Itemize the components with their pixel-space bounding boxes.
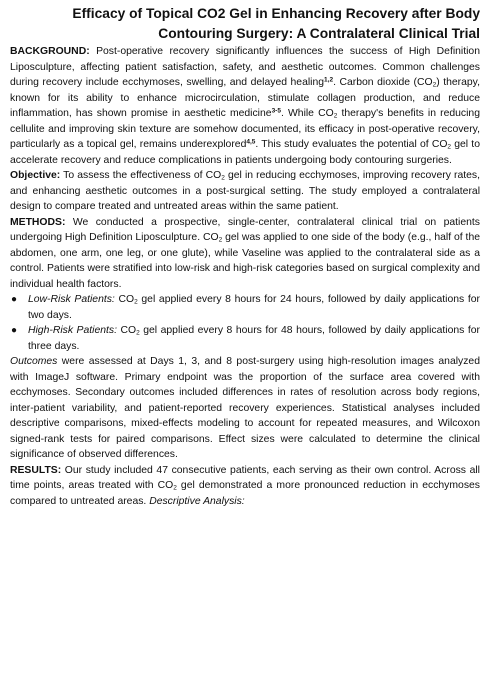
methods-text: gel was applied to one side of the body (e.g., half of the abdomen, one arm, one leg, or one glute), while Vaseline was applied to the contralateral side as a control. Patients were stratified into low-risk and high-risk categories based on surgical complexity and individual health factors. [10, 232, 481, 290]
descriptive-analysis-label: Descriptive Analysis: [149, 495, 245, 507]
outcomes-label: Outcomes [10, 356, 58, 367]
citation-ref: 1,2 [324, 76, 334, 84]
methods-paragraph [10, 215, 480, 293]
methods-label: METHODS: [10, 216, 66, 228]
objective-paragraph [10, 168, 480, 215]
bullet-icon: ● [11, 294, 18, 305]
list-item [10, 292, 480, 323]
list-item-text: gel applied every 8 hours for 24 hours, followed by daily applications for two days. [28, 294, 480, 321]
document-title [10, 4, 480, 44]
background-label: BACKGROUND: [10, 46, 90, 57]
background-paragraph [10, 44, 480, 168]
title-line-2: Contouring Surgery: A Contralateral Clinical Trial [158, 26, 480, 41]
bullet-icon: ● [11, 325, 18, 336]
results-paragraph [10, 463, 480, 510]
risk-group-label: High-Risk Patients: [28, 325, 117, 336]
subscript: 2 [333, 112, 338, 120]
background-text: ) therapy, known for its ability to enhance microcirculation, stimulate collagen production, and reduce inflammation, has shown promise in aesthetic medicine [10, 77, 480, 119]
background-text: . This study evaluates the potential of CO [255, 139, 448, 150]
list-item-text: CO [114, 294, 135, 305]
risk-group-label: Low-Risk Patients: [28, 294, 115, 305]
objective-label: Objective: [10, 170, 61, 181]
objective-text: gel in reducing ecchymoses, improving recovery rates, and enhancing aesthetic outcomes in a post-surgical setting. The study employed a contralateral design to compare treated and untreated areas within the same patient. [10, 170, 480, 212]
citation-ref: 4,5 [246, 138, 256, 146]
results-text: gel demonstrated a more pronounced reduction in ecchymoses compared to untreated areas. [10, 480, 480, 507]
results-text: Our study included 47 consecutive patients, each serving as their own control. Across all time points, areas treated with CO [10, 464, 480, 491]
outcomes-text: were assessed at Days 1, 3, and 8 post-surgery using high-resolution images analyzed with ImageJ software. Primary endpoint was the proportion of the surface area covered with ecchymoses. Secondary outcomes included differences in rates of resolution across body regions, inter-patient variability, and patient-reported recovery experiences. Statistical analyses included descriptive comparisons, mixed-effects modeling to account for repeated measures, and Wilcoxon signed-rank tests for paired comparisons. Effect sizes were calculated to determine the clinical significance of observed differences. [10, 356, 480, 460]
subscript: 2 [136, 329, 140, 337]
risk-group-list [10, 292, 480, 354]
citation-ref: 3-5 [271, 107, 281, 115]
background-text: therapy's benefits in reducing cellulite and improving skin texture are somehow documented, its efficacy in post-operative recovery, particularly as a topical gel, remains underexplored [10, 108, 480, 150]
subscript: 2 [173, 484, 177, 492]
background-text: gel to accelerate recovery and reduce complications in patients undergoing body contouring surgeries. [10, 139, 480, 166]
subscript: 2 [218, 236, 223, 244]
list-item [10, 323, 480, 354]
subscript: 2 [432, 81, 437, 89]
results-label: RESULTS: [10, 464, 62, 476]
subscript: 2 [221, 174, 225, 182]
methods-text: We conducted a prospective, single-center, contralateral clinical trial on patients undergoing High Definition Liposculpture. CO [10, 216, 480, 243]
outcomes-paragraph [10, 354, 480, 463]
background-text: . Carbon dioxide (CO [333, 77, 433, 88]
list-item-text: gel applied every 8 hours for 48 hours, followed by daily applications for three days. [28, 325, 480, 352]
list-item-text: CO [116, 325, 137, 336]
title-line-1: Efficacy of Topical CO2 Gel in Enhancing Recovery after Body [72, 6, 480, 21]
subscript: 2 [447, 143, 452, 151]
subscript: 2 [134, 298, 138, 306]
background-text: Post-operative recovery significantly influences the success of High Definition Liposculpture, affecting patient satisfaction, safety, and aesthetic outcomes. Common challenges during recovery include ecchymoses, swelling, and delayed healing [10, 46, 480, 88]
background-text: . While CO [280, 108, 334, 119]
objective-text: To assess the effectiveness of CO [60, 170, 222, 181]
